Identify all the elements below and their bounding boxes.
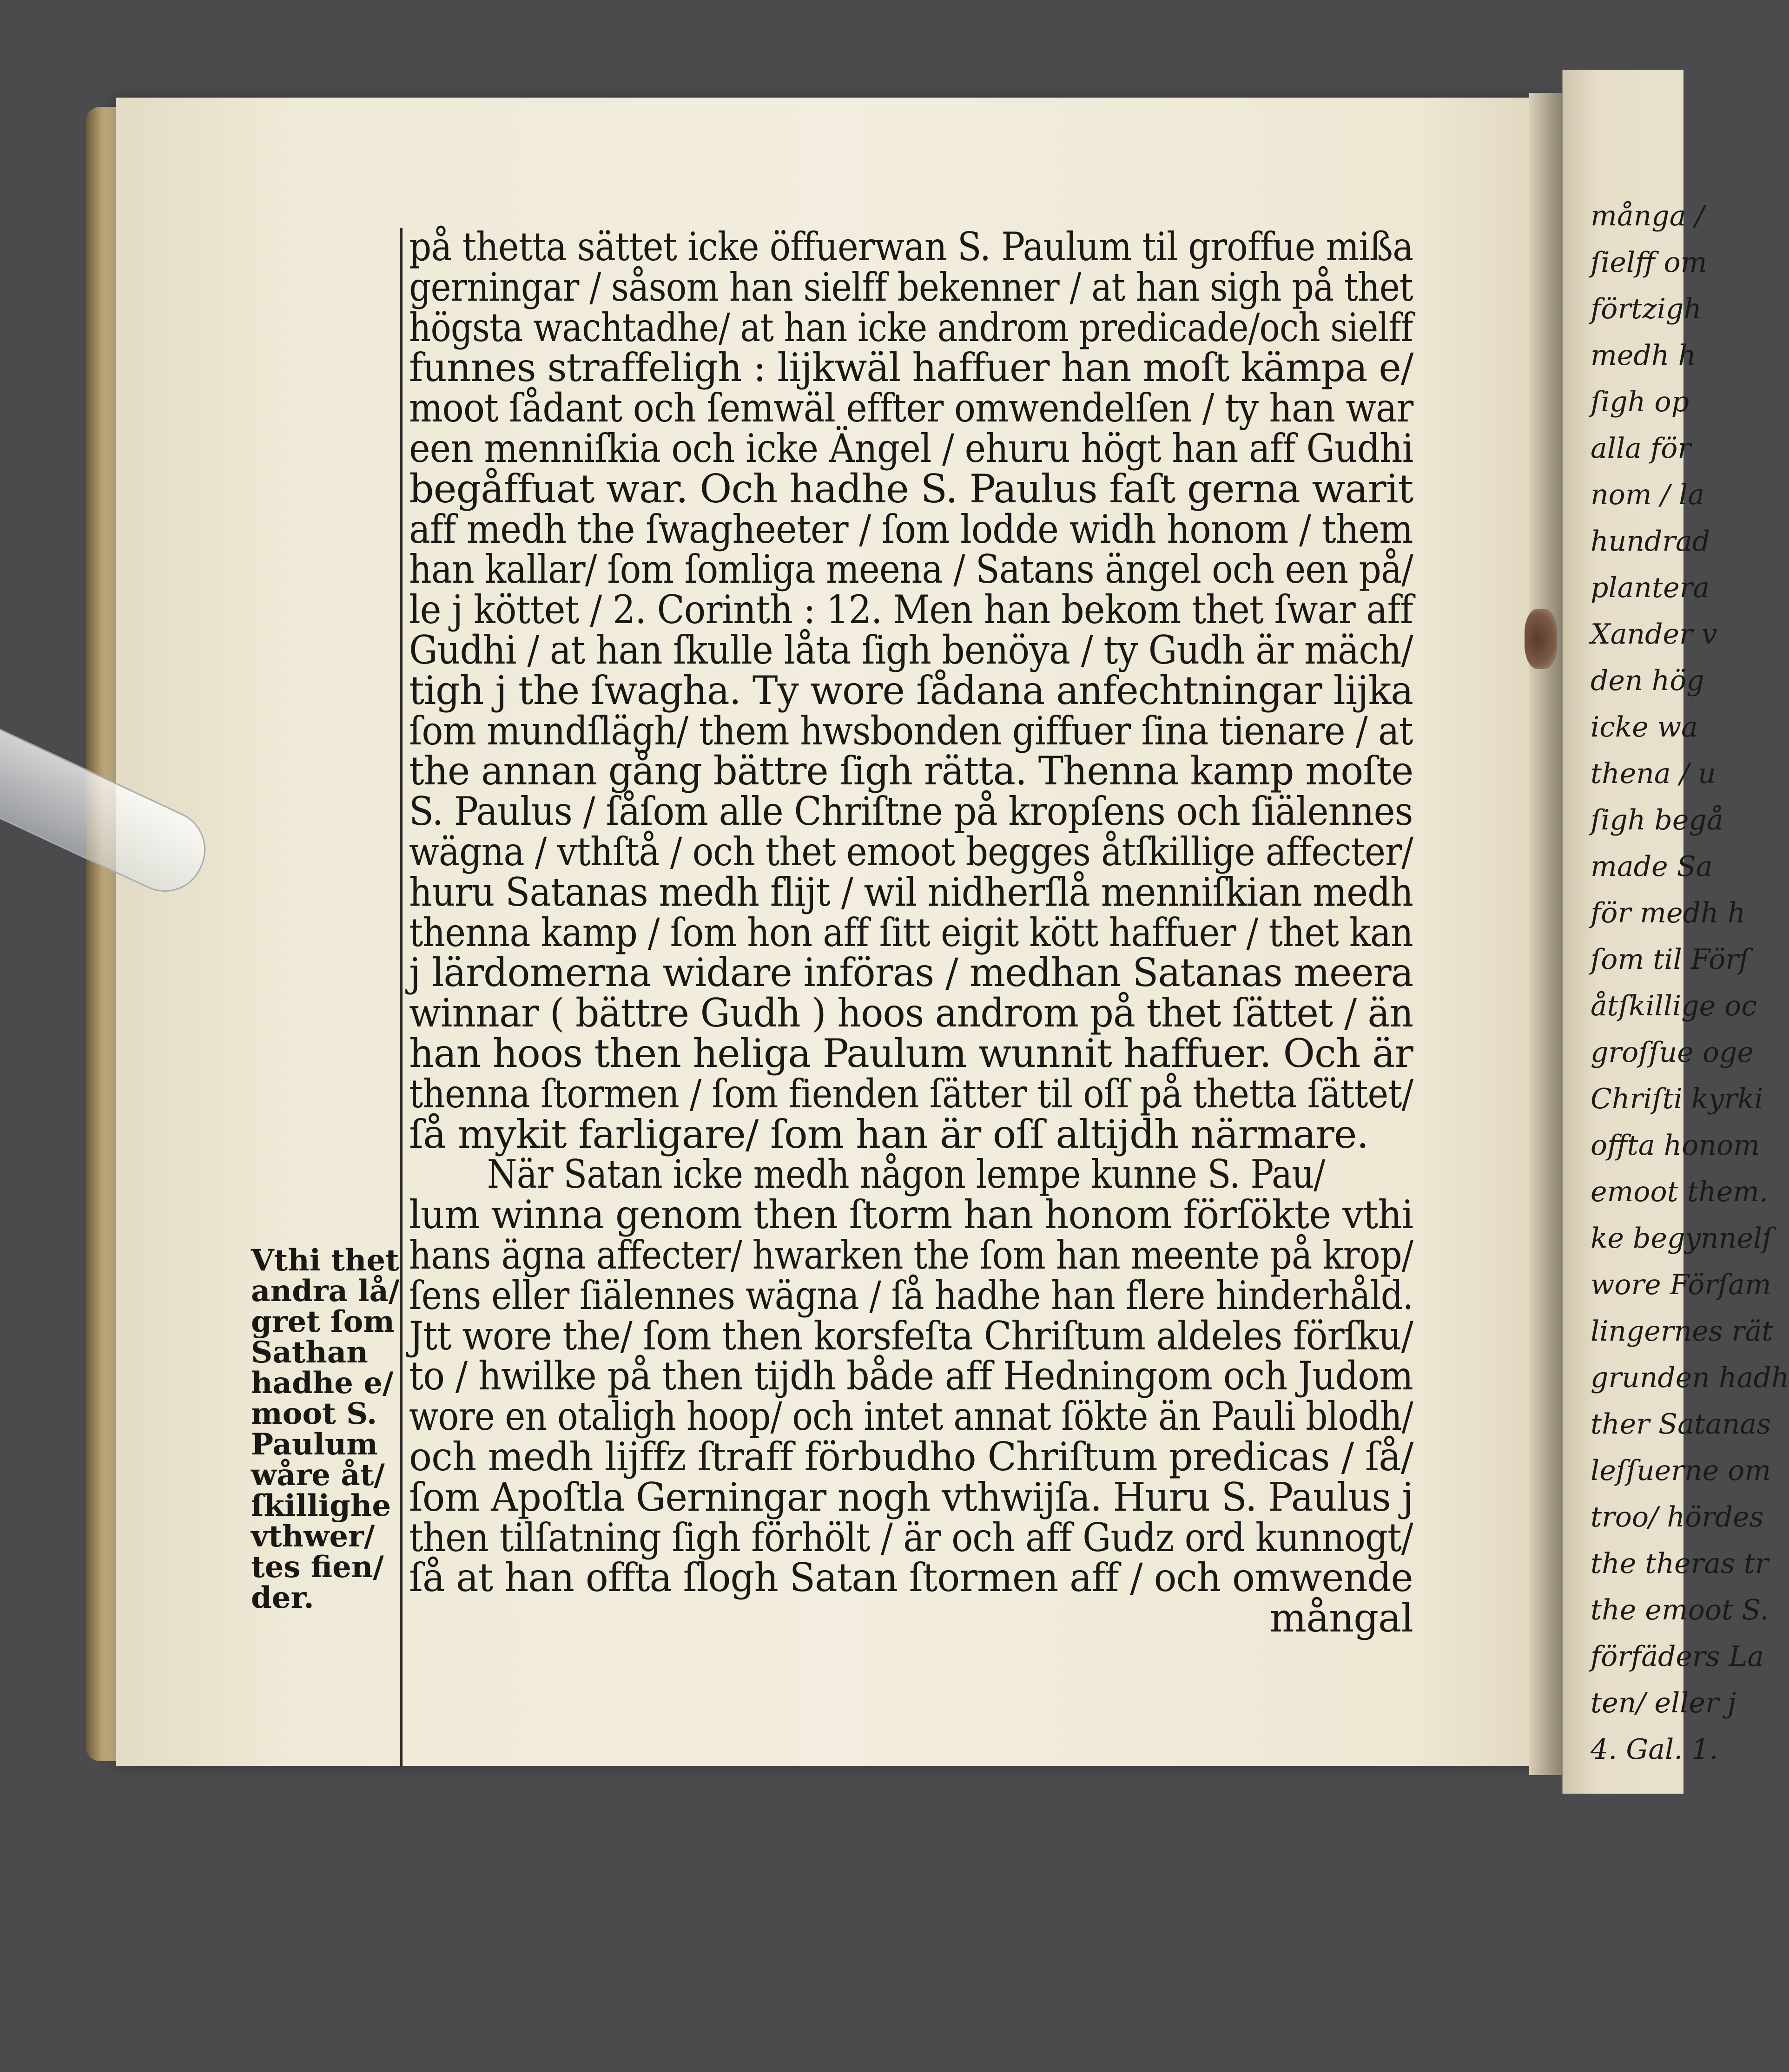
right-page-line: medh h: [1591, 339, 1697, 372]
right-page-line: grunden hadh: [1591, 1362, 1789, 1394]
main-text-block: [409, 224, 1413, 1641]
margin-note-line: wåre åt/: [251, 1458, 385, 1493]
text-line: han hoos then heliga Paulum wunnit haffuer. Och är: [409, 1030, 1413, 1076]
right-page-line: hundrad: [1591, 525, 1710, 558]
text-line: le j köttet / 2. Corinth : 12. Men han bekom thet ſwar aff: [409, 587, 1413, 633]
margin-note-line: vthwer/: [251, 1519, 375, 1554]
margin-note-line: moot S.: [251, 1396, 377, 1431]
text-line: to / hwilke på then tijdh både aff Hedningom och Judom: [409, 1353, 1413, 1399]
margin-note-line: Vthi thet: [251, 1243, 399, 1278]
right-page-line: troo/ hördes: [1591, 1501, 1764, 1533]
text-line: begåffuat war. Och hadhe S. Paulus faſt gerna warit: [409, 466, 1413, 512]
text-line: the annan gång bättre ſigh rätta. Thenna kamp moſte: [409, 748, 1413, 794]
right-page-line: the emoot S.: [1591, 1594, 1769, 1626]
right-page-line: leſſuerne om: [1591, 1454, 1771, 1487]
text-line: ſom Apoſtla Gerningar nogh vthwijſa. Huru S. Paulus j: [409, 1474, 1413, 1520]
text-line: j lärdomerna widare införas / medhan Satanas meera: [409, 950, 1413, 996]
right-page-line: Chriſti kyrki: [1591, 1083, 1763, 1115]
right-page-line: ke begynnelſ: [1591, 1222, 1773, 1255]
right-page-line: ther Satanas: [1591, 1408, 1771, 1441]
text-line: funnes straffeligh : lijkwäl haffuer han moſt kämpa e/: [409, 345, 1413, 391]
right-page-line: alla för: [1591, 432, 1691, 465]
margin-rule: [400, 228, 403, 1766]
text-line: then tilſatning ſigh förhölt / är och aff Gudz ord kunnogt/: [409, 1514, 1413, 1560]
text-line: thenna ſtormen / ſom fienden ſätter til oſſ på thetta ſättet/: [409, 1071, 1413, 1117]
right-page-line: ſielff om: [1591, 246, 1707, 279]
text-line: ſå at han offta ſlogh Satan ſtormen aff / och omwende: [409, 1555, 1413, 1601]
text-line: winnar ( bättre Gudh ) hoos androm på thet ſättet / än: [409, 990, 1413, 1036]
text-line: een menniſkia och icke Ängel / ehuru högt han aff Gudhi: [409, 425, 1413, 471]
margin-note-line: Paulum: [251, 1427, 378, 1462]
right-page-line: thena / u: [1591, 757, 1716, 790]
text-line: gerningar / såsom han sielff bekenner / at han sigh på thet: [409, 264, 1413, 310]
margin-note-line: ſkillighe: [251, 1488, 391, 1523]
margin-note-line: Sathan: [251, 1335, 368, 1370]
right-page-line: ſigh op: [1591, 386, 1690, 418]
text-line: huru Satanas medh flijt / wil nidherſlå menniſkian medh: [409, 869, 1413, 915]
margin-note-line: gret ſom: [251, 1304, 395, 1339]
text-line: ſens eller ſiälennes wägna / ſå hadhe han flere hinderhåld.: [409, 1272, 1413, 1318]
text-line: När Satan icke medh någon lempe kunne S. Pau/: [487, 1151, 1325, 1197]
right-page-line: made Sa: [1591, 850, 1713, 883]
margin-note: [251, 1243, 400, 1615]
margin-note-line: hadhe e/: [251, 1366, 394, 1401]
text-line: han kallar/ ſom ſomliga meena / Satans ängel och een på/: [409, 546, 1413, 592]
text-line: ſom mundſlägh/ them hwsbonden giffuer ſina tienare / at: [409, 708, 1413, 754]
right-page-line: ſom til Förſ: [1591, 943, 1749, 976]
right-page-line: nom / la: [1591, 479, 1704, 511]
margin-note-line: andra lå/: [251, 1274, 400, 1309]
right-page-edge: [1562, 70, 1789, 1794]
right-page-line: förtzigh: [1591, 293, 1702, 325]
text-line: S. Paulus / ſåſom alle Chriſtne på kropſens och ſiälennes: [409, 789, 1413, 835]
text-line: högsta wachtadhe/ at han icke androm predicade/och sielff: [409, 304, 1413, 350]
right-page-line: för medh h: [1591, 897, 1746, 929]
text-line: ſå mykit farligare/ ſom han är oſſ altijdh närmare.: [409, 1111, 1369, 1157]
right-page-line: ſigh begå: [1591, 804, 1723, 836]
text-line: Jtt wore the/ ſom then korsfeſta Chriſtum aldeles förſku/: [409, 1313, 1413, 1359]
text-line: Gudhi / at han ſkulle låta ſigh benöya / ty Gudh är mäch/: [409, 627, 1413, 673]
right-page-line: förfäders La: [1591, 1640, 1764, 1673]
text-line: lum winna genom then ſtorm han honom förſökte vthi: [409, 1192, 1413, 1238]
right-page-line: åtſkillige oc: [1591, 990, 1757, 1022]
right-page-line: många /: [1591, 200, 1704, 232]
right-page-line: emoot them.: [1591, 1176, 1769, 1208]
right-page-line: 4. Gal. 1.: [1591, 1733, 1718, 1766]
text-line: hans ägna affecter/ hwarken the ſom han meente på krop/: [409, 1232, 1413, 1278]
text-line: wägna / vthſtå / och thet emoot begges åtſkillige affecter/: [409, 829, 1413, 875]
right-page-line: den hög: [1591, 664, 1704, 697]
text-line: aff medh the ſwagheeter / ſom lodde widh honom / them: [409, 506, 1413, 552]
right-page-line: the theras tr: [1591, 1547, 1769, 1580]
right-page-line: ten/ eller j: [1591, 1687, 1736, 1719]
right-page-line: plantera: [1591, 572, 1710, 604]
text-line: wore en otaligh hoop/ och intet annat ſökte än Pauli blodh/: [409, 1394, 1413, 1440]
stain-mark: [1525, 609, 1557, 669]
text-line: tigh j the ſwagha. Ty wore ſådana anfechtningar lijka: [409, 667, 1413, 713]
right-page-line: Xander v: [1591, 618, 1717, 651]
right-page-line: wore Förſam: [1591, 1269, 1771, 1301]
bleed-through-text: [223, 827, 344, 863]
text-line: på thetta sättet icke öffuerwan S. Paulum til groffue mißa: [409, 224, 1413, 270]
text-line: thenna kamp / ſom hon aff ſitt eigit kött haffuer / thet kan: [409, 909, 1413, 955]
catchword: mångal: [1269, 1595, 1413, 1641]
right-page-line: icke wa: [1591, 711, 1698, 743]
margin-note-line: tes fien/: [251, 1550, 384, 1585]
text-line: och medh lijffz ſtraff förbudho Chriſtum predicas / ſå/: [409, 1434, 1413, 1480]
right-page-line: groſſue oge: [1591, 1036, 1754, 1069]
text-line: moot ſådant och ſemwäl effter omwendelſen / ty han war: [409, 385, 1413, 431]
right-page-line: offta honom: [1591, 1129, 1760, 1162]
right-page-line: lingernes rät: [1591, 1315, 1773, 1348]
margin-note-line: der.: [251, 1580, 314, 1615]
